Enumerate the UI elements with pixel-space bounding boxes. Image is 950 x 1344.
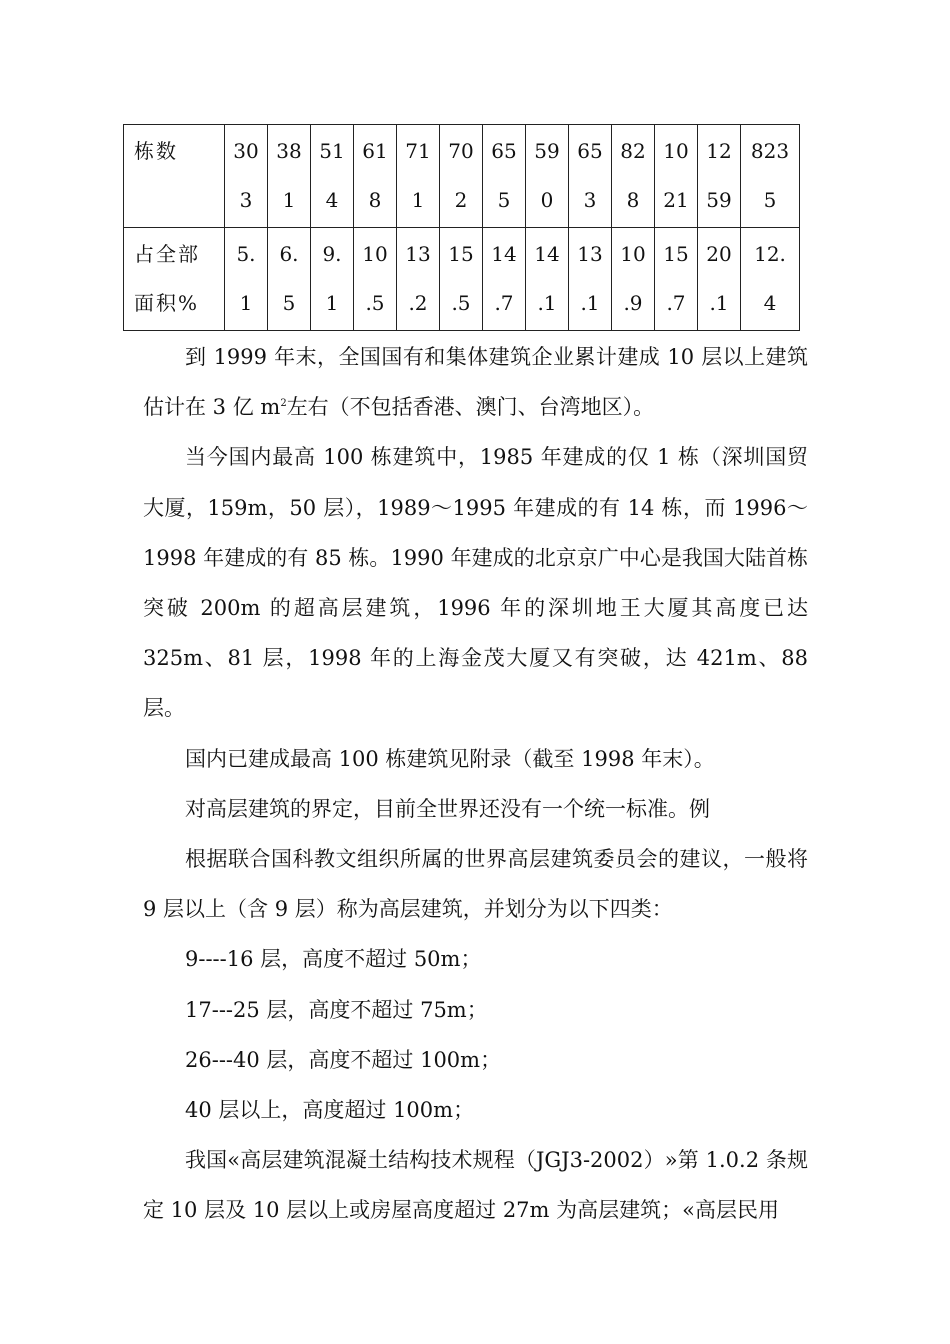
table-row [124, 125, 800, 228]
paragraph: 我国«高层建筑混凝土结构技术规程（JGJ3-2002）»第 1.0.2 条规定 10 层及 10 层以上或房屋高度超过 27m 为高层建筑；«高层民用 [143, 1148, 808, 1223]
table-cell: 51 4 [311, 125, 354, 228]
list-item: 26---40 层，高度不超过 100m； [185, 1047, 502, 1072]
table-cell: 10 21 [655, 125, 698, 228]
row-label: 占全部 面积% [124, 228, 225, 331]
paragraph: 国内已建成最高 100 栋建筑见附录（截至 1998 年末）。 [185, 746, 715, 771]
table-cell: 70 2 [440, 125, 483, 228]
paragraph: 对高层建筑的界定，目前全世界还没有一个统一标准。例 [185, 796, 710, 821]
table-cell: 823 5 [741, 125, 800, 228]
table-cell: 5. 1 [225, 228, 268, 331]
body-text [143, 332, 808, 1236]
superscript: 2 [280, 398, 287, 410]
row-label: 栋数 [124, 125, 225, 228]
table-cell: 61 8 [354, 125, 397, 228]
table-cell: 12. 4 [741, 228, 800, 331]
table-cell: 38 1 [268, 125, 311, 228]
paragraph [143, 332, 808, 432]
list-item: 17---25 层，高度不超过 75m； [185, 997, 488, 1022]
table-cell: 13 .2 [397, 228, 440, 331]
list-item: 9----16 层，高度不超过 50m； [185, 947, 482, 972]
table-cell: 9. 1 [311, 228, 354, 331]
table-cell: 20 .1 [698, 228, 741, 331]
table-cell: 12 59 [698, 125, 741, 228]
table-cell: 10 .5 [354, 228, 397, 331]
table-cell: 13 .1 [569, 228, 612, 331]
table-cell: 14 .1 [526, 228, 569, 331]
table-cell: 65 5 [483, 125, 526, 228]
table-cell: 71 1 [397, 125, 440, 228]
table-row [124, 228, 800, 331]
table-cell: 15 .5 [440, 228, 483, 331]
table-cell: 6. 5 [268, 228, 311, 331]
building-stats-table [123, 124, 800, 331]
list-item: 40 层以上，高度超过 100m； [185, 1098, 475, 1123]
paragraph-text: 到 1999 年末，全国国有和集体建筑企业累计建成 10 层以上建筑估计在 3 亿 m [143, 345, 808, 420]
paragraph: 根据联合国科教文组织所属的世界高层建筑委员会的建议，一般将 9 层以上（含 9 层）称为高层建筑，并划分为以下四类： [143, 847, 808, 922]
paragraph-text: 左右（不包括香港、澳门、台湾地区）。 [286, 395, 655, 420]
table-cell: 14 .7 [483, 228, 526, 331]
table-cell: 10 .9 [612, 228, 655, 331]
table-cell: 59 0 [526, 125, 569, 228]
table-cell: 15 .7 [655, 228, 698, 331]
table-cell: 30 3 [225, 125, 268, 228]
paragraph: 当今国内最高 100 栋建筑中，1985 年建成的仅 1 栋（深圳国贸大厦，159m，50 层），1989～1995 年建成的有 14 栋，而 1996～1998 年建成的有 85 栋。1990 年建成的北京京广中心是我国大陆首栋突破 200m 的超高层建筑，1996 年的深圳地王大厦其高度已达 325m、81 层，1998 年的上海金茂大厦又有突破，达 421m、88 层。 [143, 445, 808, 721]
table-cell: 82 8 [612, 125, 655, 228]
table-cell: 65 3 [569, 125, 612, 228]
